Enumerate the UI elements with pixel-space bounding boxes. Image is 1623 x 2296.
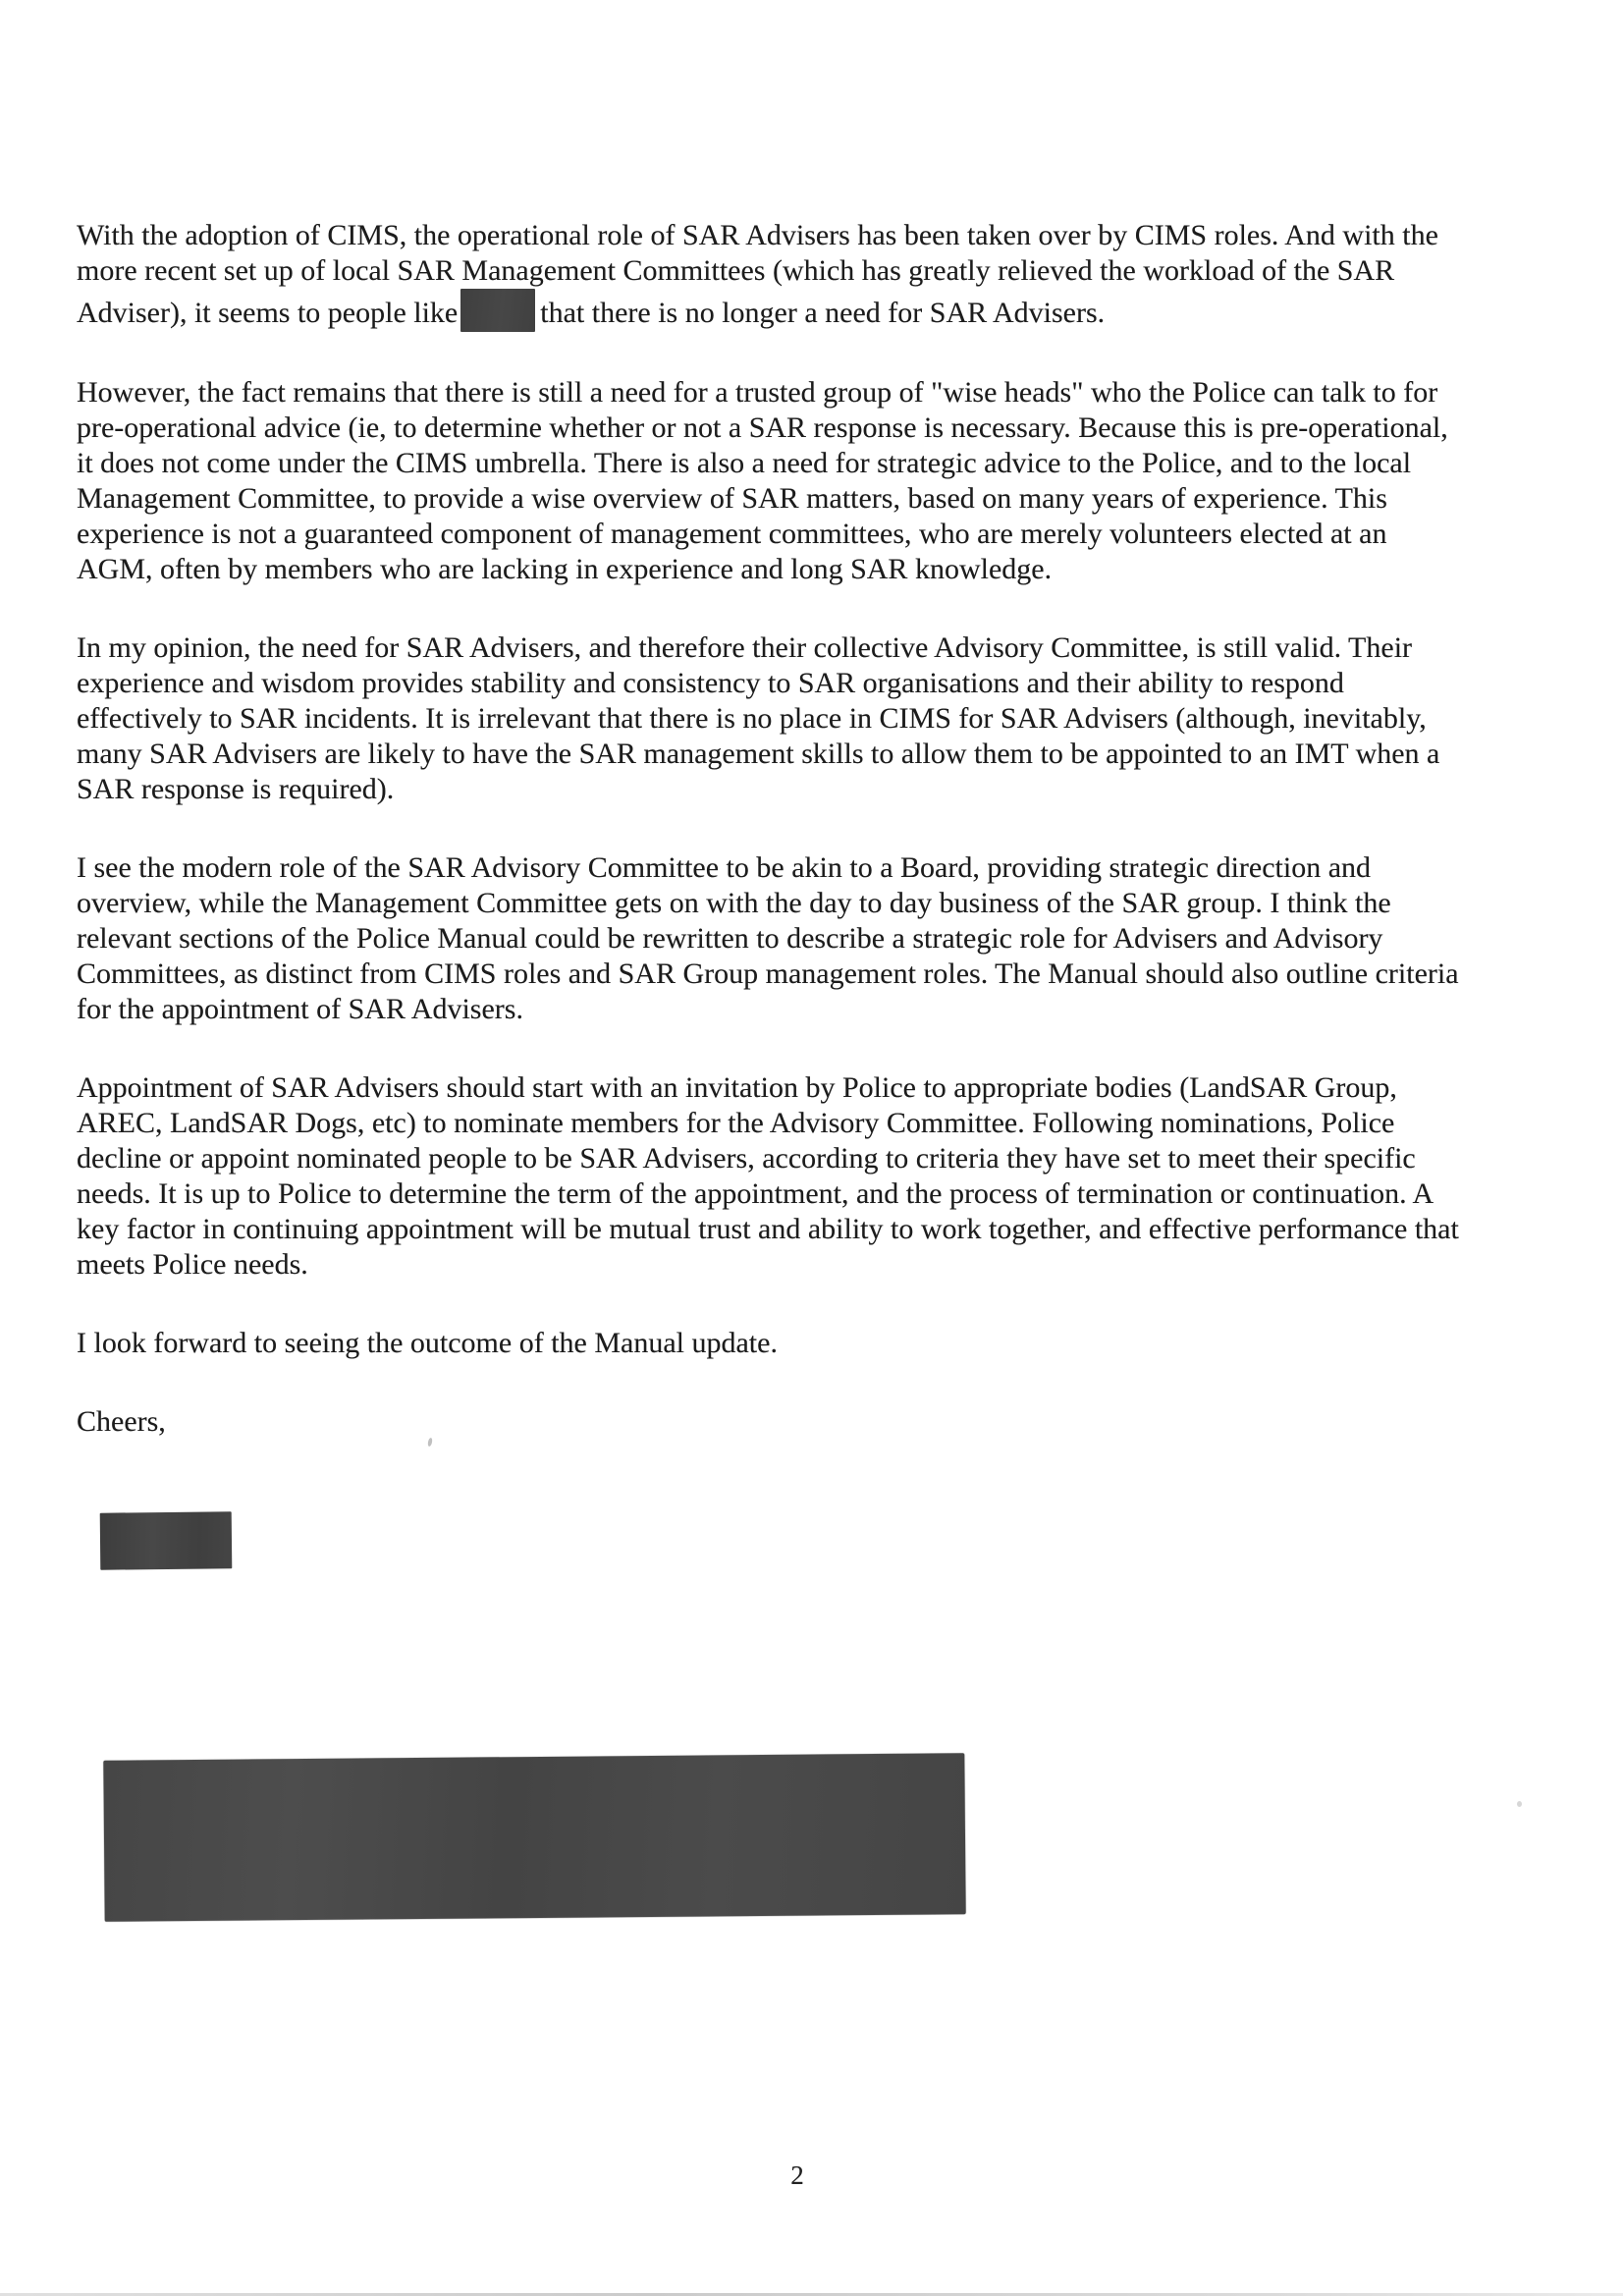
paragraph-2: However, the fact remains that there is still a need for a trusted group of "wise heads" who the Police can talk to for pre-operational advice (ie, to determine whether or not a SAR response is necessary. Because this is pre-operational, it does not come under the CIMS umbrella. There is also a need for strategic advice to the Police, and to the local Management Committee, to provide a wise overview of SAR matters, based on many years of experience. This experience is not a guaranteed component of management committees, who are merely volunteers elected at an AGM, often by members who are lacking in experience and long SAR knowledge. [77,376,1448,585]
scan-artifact [1517,1801,1522,1807]
paragraph-1-text-before-redaction: With the adoption of CIMS, the operational role of SAR Advisers has been taken over by CIMS roles. And with the more recent set up of local SAR Management Committees (which has greatly relieved the workload of the SAR Adviser), it seems to people like [77,219,1438,329]
paragraph-6: I look forward to seeing the outcome of the Manual update. [77,1327,778,1359]
redaction-box-inline-name [460,289,535,332]
paragraph-1 [77,218,1463,332]
paragraph-5: Appointment of SAR Advisers should start with an invitation by Police to appropriate bodies (LandSAR Group, AREC, LandSAR Dogs, etc) to nominate members for the Advisory Committee. Following nominations, Police decline or appoint nominated people to be SAR Advisers, according to criteria they have set to meet their specific needs. It is up to Police to determine the term of the appointment, and the process of termination or continuation. A key factor in continuing appointment will be mutual trust and ability to work together, and effective performance that meets Police needs. [77,1071,1459,1281]
closing-salutation: Cheers, [77,1405,166,1438]
letter-body [77,218,1463,1483]
paragraph-4: I see the modern role of the SAR Advisory Committee to be akin to a Board, providing strategic direction and overview, while the Management Committee gets on with the day to day business of the SAR group. I think the relevant sections of the Police Manual could be rewritten to describe a strategic role for Advisers and Advisory Committees, as distinct from CIMS roles and SAR Group management roles. The Manual should also outline criteria for the appointment of SAR Advisers. [77,851,1459,1025]
paragraph-1-text-after-redaction: that there is no longer a need for SAR Advisers. [540,297,1106,329]
redaction-box-signature [100,1511,233,1569]
paragraph-3: In my opinion, the need for SAR Advisers, and therefore their collective Advisory Committee, is still valid. Their experience and wisdom provides stability and consistency to SAR organisations and their ability to respond effectively to SAR incidents. It is irrelevant that there is no place in CIMS for SAR Advisers (although, inevitably, many SAR Advisers are likely to have the SAR management skills to allow them to be appointed to an IMT when a SAR response is required). [77,631,1440,805]
redaction-box-footer-block [103,1753,965,1922]
page-number: 2 [790,2160,804,2190]
